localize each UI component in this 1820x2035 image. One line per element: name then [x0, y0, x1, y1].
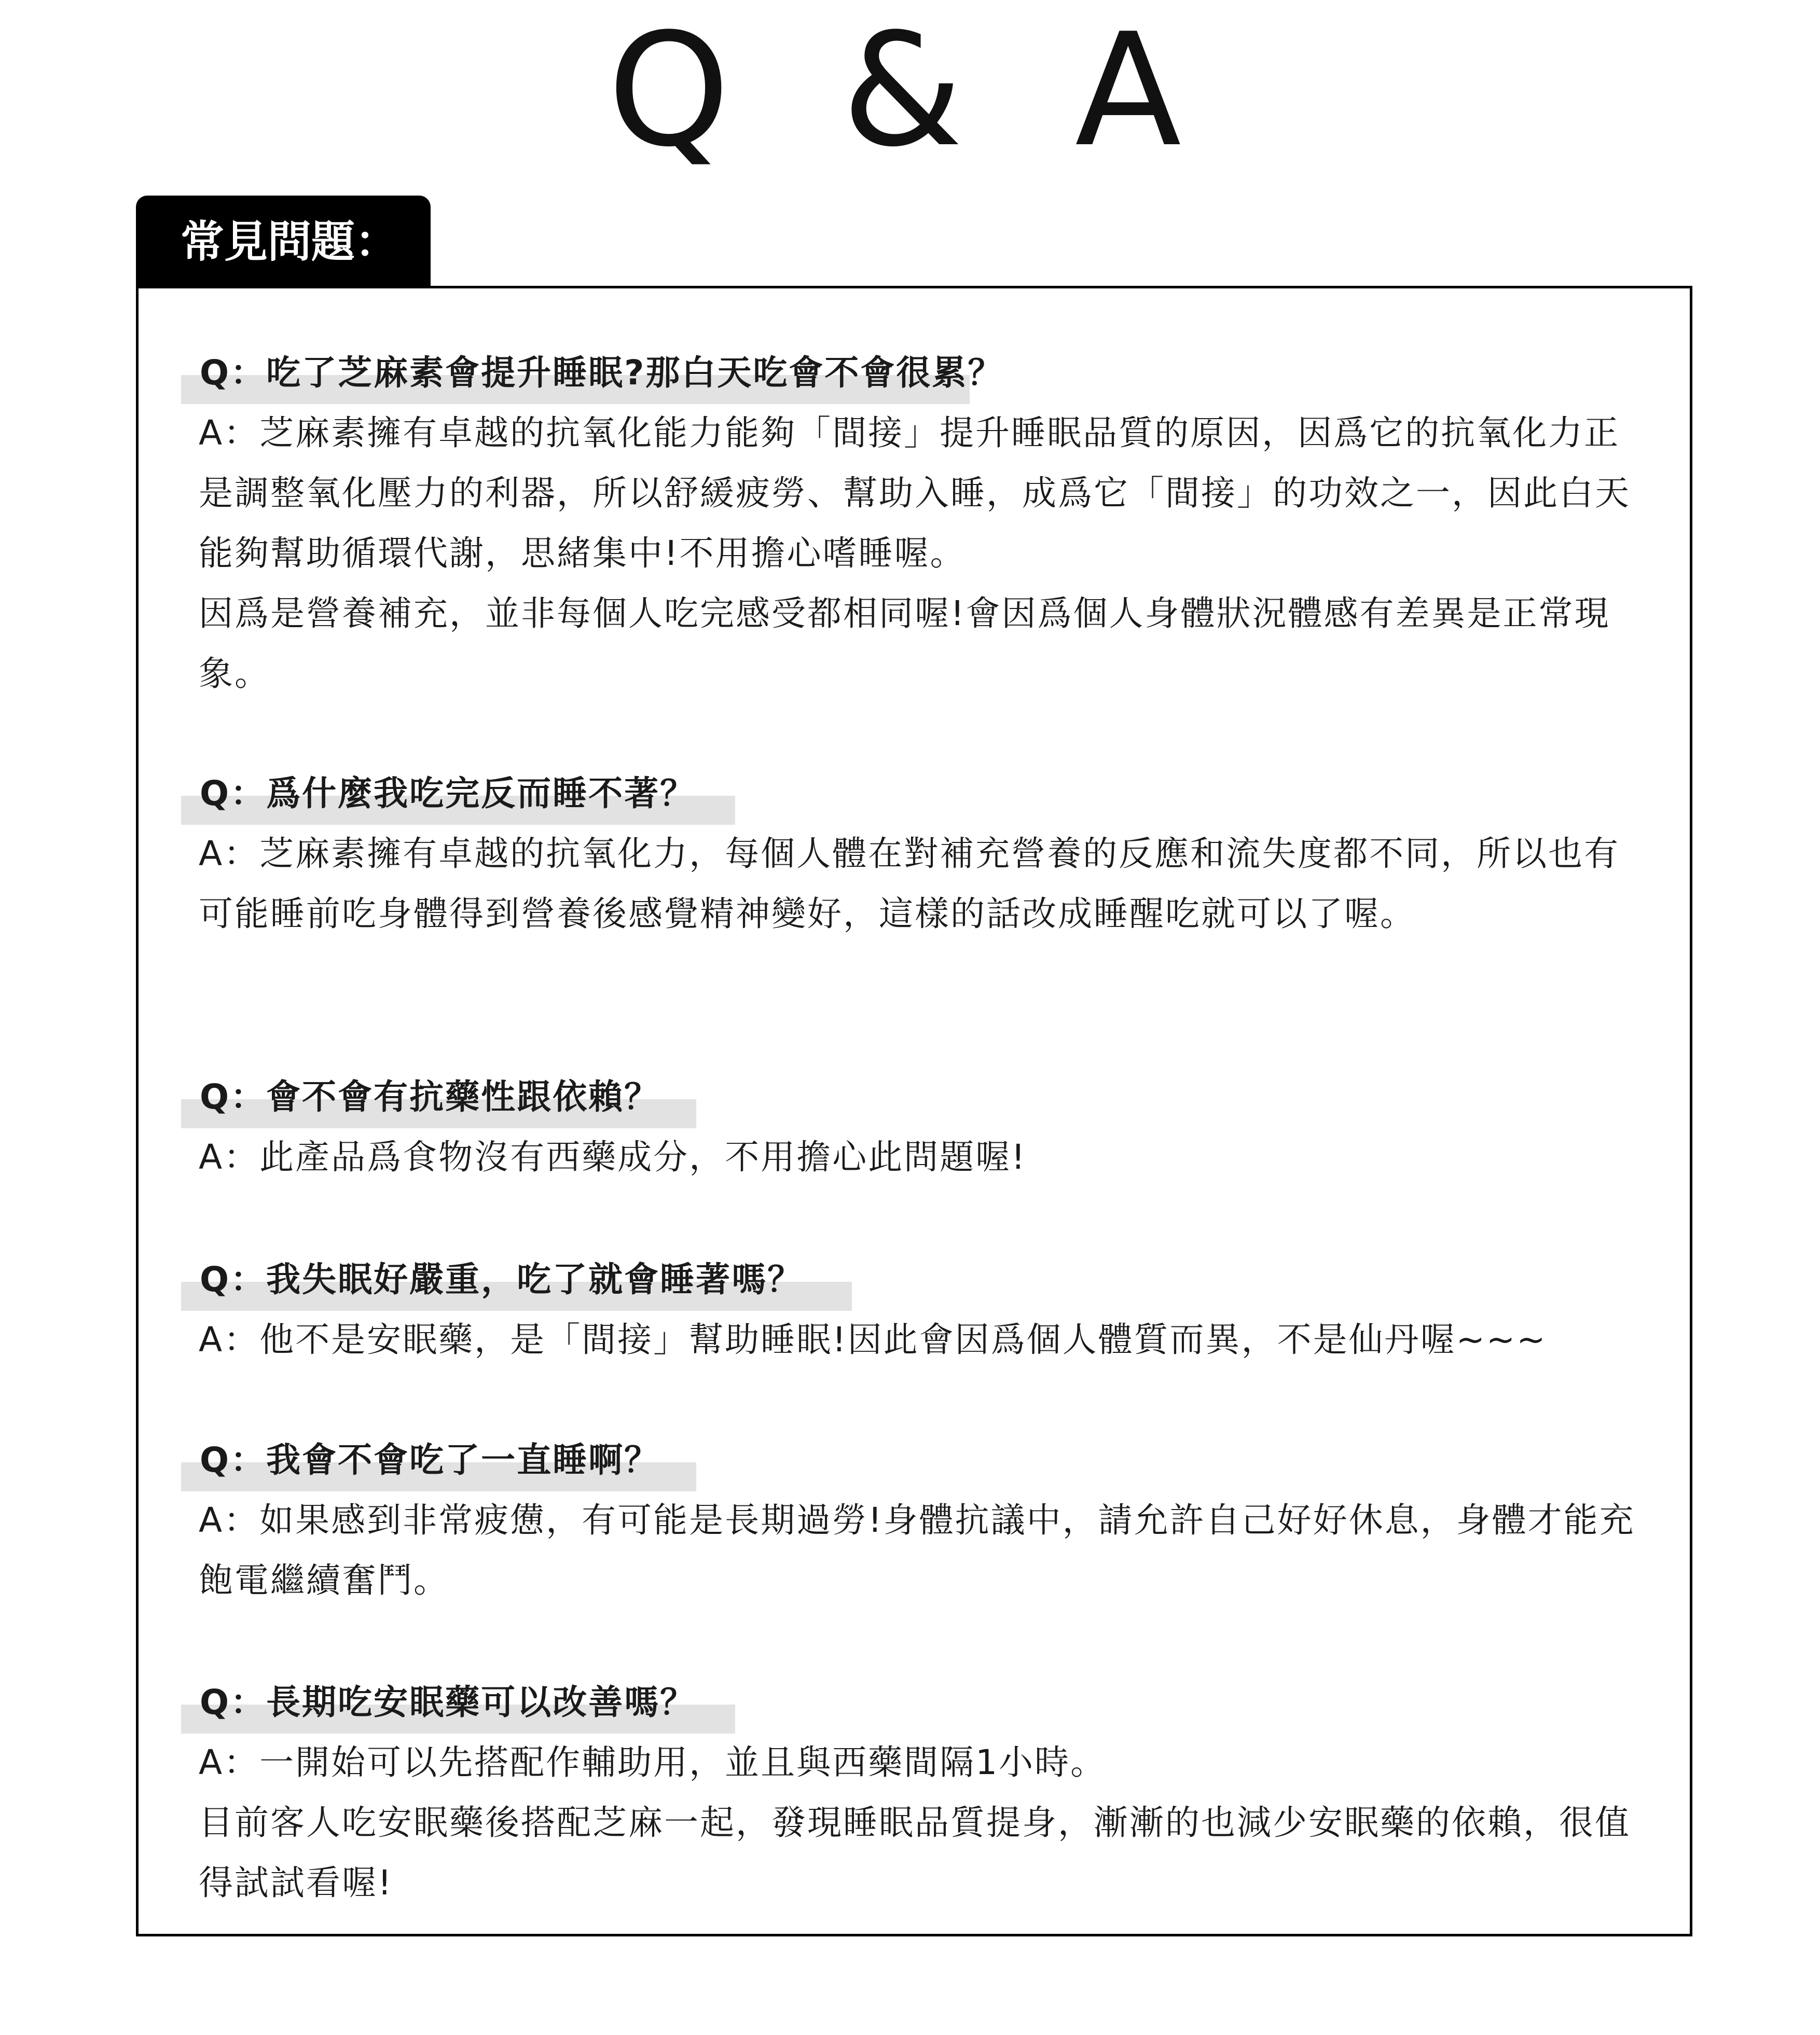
answer-paragraph: 因爲是營養補充，並非每個人吃完感受都相同喔!會因爲個人身體狀況體感有差異是正常現象。 — [199, 593, 1610, 694]
faq-answer — [199, 1310, 1641, 1370]
faq-answer — [199, 1127, 1641, 1187]
faq-answer — [199, 824, 1641, 944]
faq-question: Q：會不會有抗藥性跟依賴？ — [200, 1077, 660, 1117]
faq-question-row — [181, 343, 1003, 403]
answer-paragraph: A：一開始可以先搭配作輔助用，並且與西藥間隔1小時。 — [199, 1742, 1107, 1782]
faq-answer — [199, 403, 1641, 704]
faq-question: Q：我會不會吃了一直睡啊？ — [200, 1440, 660, 1480]
page-title: Q & A — [607, 0, 1212, 181]
answer-paragraph: A：芝麻素擁有卓越的抗氧化力，每個人體在對補充營養的反應和流失度都不同，所以也有可能睡前吃身體得到營養後感覺精神變好，這樣的話改成睡醒吃就可以了喔。 — [199, 834, 1620, 934]
faq-question-row — [181, 1430, 660, 1490]
faq-answer — [199, 1733, 1641, 1913]
faq-question-row — [181, 764, 696, 824]
faq-question: Q：我失眠好嚴重，吃了就會睡著嗎？ — [200, 1259, 804, 1299]
faq-question-row — [181, 1672, 696, 1733]
faq-question: Q：長期吃安眠藥可以改善嗎？ — [200, 1682, 696, 1722]
answer-paragraph: A：他不是安眠藥，是「間接」幫助睡眠!因此會因爲個人體質而異，不是仙丹喔~~~ — [199, 1320, 1547, 1360]
answer-paragraph: 目前客人吃安眠藥後搭配芝麻一起，發現睡眠品質提身，漸漸的也減少安眠藥的依賴，很值得試試看喔! — [199, 1803, 1631, 1903]
faq-question-row — [181, 1067, 660, 1127]
faq-question: Q：吃了芝麻素會提升睡眠?那白天吃會不會很累？ — [200, 353, 1004, 393]
answer-paragraph: A：此產品爲食物沒有西藥成分，不用擔心此問題喔! — [199, 1137, 1027, 1177]
answer-paragraph: A：芝麻素擁有卓越的抗氧化能力能夠「間接」提升睡眠品質的原因，因爲它的抗氧化力正是調整氧化壓力的利器，所以舒緩疲勞、幫助入睡，成爲它「間接」的功效之一，因此白天能夠幫助循環代謝，思緒集中!不用擔心嗜睡喔。 — [199, 413, 1631, 573]
faq-container — [136, 286, 1692, 1936]
faq-question-row — [181, 1250, 803, 1310]
faq-section-label: 常見問題： — [136, 196, 431, 288]
faq-answer — [199, 1490, 1641, 1611]
answer-paragraph: A：如果感到非常疲憊，有可能是長期過勞!身體抗議中，請允許自己好好休息，身體才能充飽電繼續奮鬥。 — [199, 1500, 1635, 1600]
faq-question: Q：爲什麼我吃完反而睡不著？ — [200, 773, 696, 813]
